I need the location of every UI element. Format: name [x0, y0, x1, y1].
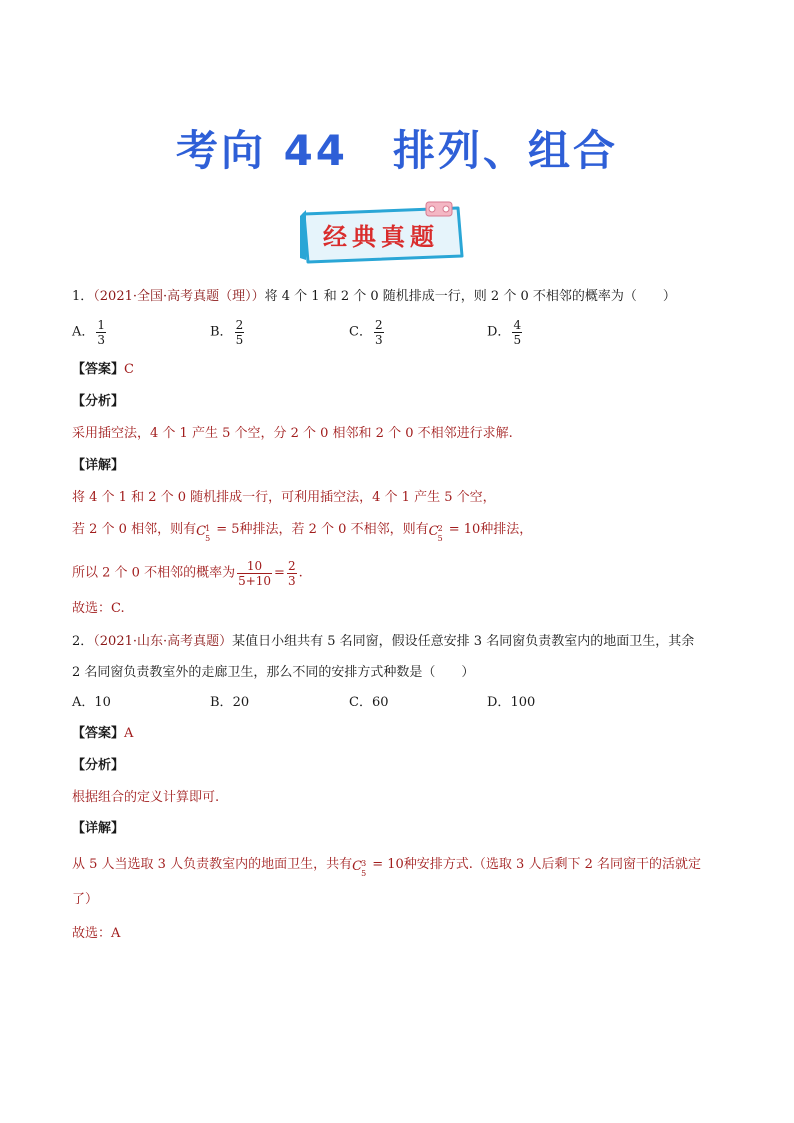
option-fraction: [235, 318, 245, 347]
q2-stem-line2: 2 名同窗负责教室外的走廊卫生，那么不同的安排方式种数是（ ）: [72, 665, 475, 680]
q1-stem-text: 将 4 个 1 和 2 个 0 随机排成一行，则 2 个 0 不相邻的概率为（ ）: [264, 289, 676, 304]
comb-sub: 5: [205, 533, 211, 543]
q2-source: （2021·山东·高考真题）: [93, 634, 233, 649]
comb-sup: 3: [361, 858, 367, 868]
comb-sub: 5: [361, 868, 367, 878]
page-title: 考向 44 排列、组合: [175, 126, 619, 175]
text: = 10种排法，: [444, 522, 533, 537]
q2-analysis: 根据组合的定义计算即可.: [72, 790, 220, 805]
fraction-num: 10: [246, 559, 263, 573]
option-label: B．: [210, 324, 233, 340]
answer-tag: 【答案】: [72, 726, 125, 741]
q1-option-a: [72, 318, 108, 347]
detail-tag: 【详解】: [72, 458, 125, 473]
answer-value: C: [124, 362, 134, 377]
text: 若 2 个 0 相邻，则有: [72, 522, 197, 537]
q2-option-b: [210, 694, 249, 712]
badge-label: 经典真题: [323, 222, 439, 251]
q2-analysis-tag: [72, 757, 124, 775]
comb-c: C: [428, 523, 439, 539]
option-fraction: [96, 318, 106, 347]
q2-detail-line1: [72, 856, 701, 878]
q2-conclusion: 故选：A: [72, 926, 121, 941]
probability-result-fraction: [287, 559, 297, 588]
q1-analysis: 采用插空法，4 个 1 产生 5 个空，分 2 个 0 相邻和 2 个 0 不相邻进行求解.: [72, 426, 513, 441]
section-badge: [298, 200, 478, 268]
q1-answer: [72, 361, 134, 379]
analysis-tag: 【分析】: [72, 758, 125, 773]
q2-option-a: [72, 694, 111, 712]
option-value: 20: [232, 695, 250, 710]
comb-c: C: [352, 858, 363, 874]
text: 所以 2 个 0 不相邻的概率为: [72, 565, 236, 581]
combination-symbol: [352, 857, 368, 878]
fraction-num: 2: [287, 559, 296, 573]
q2-answer: [72, 725, 133, 743]
fraction-num: 2: [374, 318, 383, 332]
text: = 10种安排方式.（选取 3 人后剩下 2 名同窗干的活就定: [368, 857, 701, 872]
q1-analysis-tag: [72, 393, 124, 411]
q1-source: （2021·全国·高考真题（理））: [93, 289, 265, 304]
fraction-num: 4: [513, 318, 522, 332]
detail-tag: 【详解】: [72, 821, 125, 836]
text: 从 5 人当选取 3 人负责教室内的地面卫生，共有: [72, 857, 353, 872]
combination-symbol: [196, 522, 212, 543]
fraction-den: 3: [374, 333, 383, 347]
text: = 5种排法，若 2 个 0 不相邻，则有: [212, 522, 429, 537]
comb-sup: 1: [205, 523, 211, 533]
combination-symbol: [428, 522, 445, 543]
analysis-tag: 【分析】: [72, 394, 125, 409]
fraction-den: 5: [235, 333, 244, 347]
option-label: B．: [210, 695, 233, 710]
fraction-num: 1: [97, 318, 106, 332]
option-value: 10: [94, 695, 111, 710]
q1-detail-line1: 将 4 个 1 和 2 个 0 随机排成一行，可利用插空法，4 个 1 产生 5 个空，: [72, 490, 496, 505]
probability-fraction: [237, 559, 272, 588]
option-value: 100: [510, 695, 536, 710]
fraction-den: 3: [287, 574, 296, 588]
q2-detail-tag: [72, 820, 124, 838]
option-label: A．: [72, 695, 95, 710]
option-value: 60: [371, 695, 389, 710]
answer-tag: 【答案】: [72, 362, 125, 377]
option-fraction: [512, 318, 522, 347]
fraction-den: 5+10: [238, 574, 272, 588]
fraction-den: 3: [97, 333, 106, 347]
q2-option-c: [349, 694, 389, 712]
option-fraction: [374, 318, 384, 347]
q2-number: 2．: [72, 634, 94, 649]
q1-detail-line2: [72, 521, 533, 543]
equals-sign: =: [274, 565, 285, 581]
fraction-den: 5: [513, 333, 522, 347]
option-label: A．: [72, 324, 95, 340]
option-label: C．: [349, 695, 372, 710]
q2-detail-line2: 了）: [72, 892, 99, 907]
q1-option-b: [210, 318, 246, 347]
q1-stem: [72, 288, 676, 306]
q2-stem-text: 某值日小组共有 5 名同窗，假设任意安排 3 名同窗负责教室内的地面卫生，其余: [232, 634, 695, 649]
text: .: [298, 565, 303, 581]
q1-conclusion: 故选：C.: [72, 601, 125, 616]
comb-sub: 5: [437, 533, 443, 543]
option-label: C．: [349, 324, 372, 340]
option-label: D．: [487, 324, 511, 340]
option-label: D．: [487, 695, 511, 710]
fraction-num: 2: [235, 318, 244, 332]
q1-option-d: [487, 318, 524, 347]
comb-c: C: [196, 523, 207, 539]
q1-option-c: [349, 318, 386, 347]
q2-option-d: [487, 694, 535, 712]
q1-detail-tag: [72, 457, 124, 475]
answer-value: A: [124, 726, 134, 741]
q1-number: 1．: [72, 289, 94, 304]
comb-sup: 2: [437, 523, 443, 533]
q1-detail-line3: [72, 559, 303, 588]
q2-stem-line1: [72, 633, 694, 651]
